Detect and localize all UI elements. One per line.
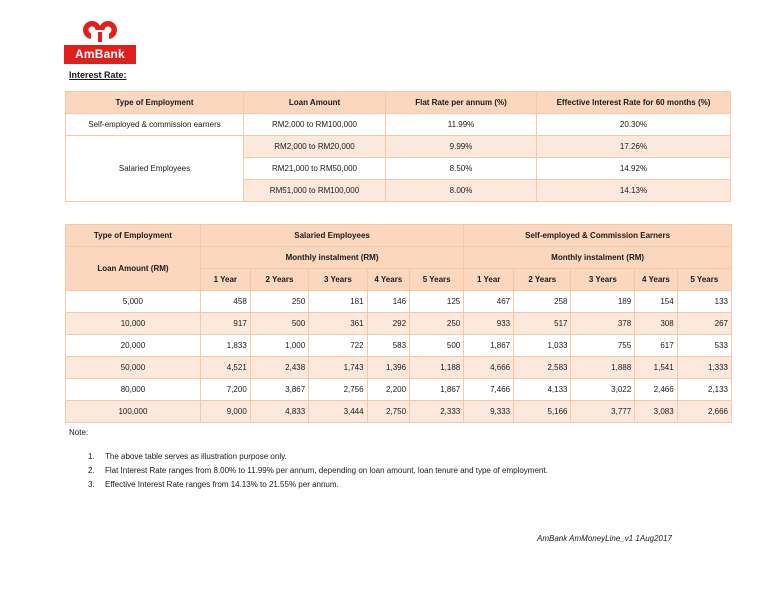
instalment-cell: 1,541: [635, 357, 677, 379]
table-header-row: [66, 92, 731, 114]
instalment-cell: 2,200: [367, 379, 409, 401]
flat-rate-cell: 8.00%: [386, 180, 537, 202]
note-text: The above table serves as illustration purpose only.: [105, 452, 287, 461]
loan-amount-cell: 100,000: [66, 401, 201, 423]
instalment-cell: 2,583: [514, 357, 571, 379]
note-text: Flat Interest Rate ranges from 8.00% to 11.99% per annum, depending on loan amount, loan tenure and type of employment.: [105, 466, 548, 475]
instalment-cell: 2,756: [309, 379, 367, 401]
table-row: [66, 379, 732, 401]
instalment-cell: 267: [677, 313, 731, 335]
flat-rate-cell: 11.99%: [386, 114, 537, 136]
header-monthly-instalment-self: Monthly instalment (RM): [464, 247, 732, 269]
header-loan-amount: Loan Amount: [244, 92, 386, 114]
table-row: [66, 357, 732, 379]
ambank-logo: [64, 18, 136, 64]
instalment-cell: 458: [200, 291, 250, 313]
monthly-instalment-table: [65, 224, 732, 423]
instalment-cell: 617: [635, 335, 677, 357]
ambank-logo-mark-icon: [82, 18, 118, 42]
header-flat-rate: Flat Rate per annum (%): [386, 92, 537, 114]
year-header: 2 Years: [250, 269, 308, 291]
note-label: Note:: [69, 428, 89, 437]
note-item: [88, 478, 548, 492]
note-item: [88, 464, 548, 478]
instalment-cell: 3,777: [571, 401, 635, 423]
table-row: [66, 291, 732, 313]
table-row: [66, 401, 732, 423]
table-header-row: [66, 225, 732, 247]
loan-amount-cell: 80,000: [66, 379, 201, 401]
instalment-cell: 308: [635, 313, 677, 335]
instalment-cell: 3,083: [635, 401, 677, 423]
instalment-cell: 146: [367, 291, 409, 313]
instalment-cell: 378: [571, 313, 635, 335]
instalment-cell: 917: [200, 313, 250, 335]
instalment-cell: 2,133: [677, 379, 731, 401]
year-header: 4 Years: [635, 269, 677, 291]
instalment-cell: 7,466: [464, 379, 514, 401]
loan-amount-cell: RM2,000 to RM100,000: [244, 114, 386, 136]
header-type-of-employment: Type of Employment: [66, 92, 244, 114]
header-salaried-employees: Salaried Employees: [200, 225, 463, 247]
instalment-cell: 2,750: [367, 401, 409, 423]
loan-amount-cell: 20,000: [66, 335, 201, 357]
instalment-cell: 467: [464, 291, 514, 313]
note-text: Effective Interest Rate ranges from 14.13% to 21.55% per annum.: [105, 480, 339, 489]
note-number: 3.: [88, 480, 95, 489]
year-header: 5 Years: [677, 269, 731, 291]
instalment-cell: 4,521: [200, 357, 250, 379]
year-header: 5 Years: [410, 269, 464, 291]
year-header: 1 Year: [464, 269, 514, 291]
instalment-cell: 517: [514, 313, 571, 335]
employment-type-cell: Salaried Employees: [66, 136, 244, 202]
note-number: 2.: [88, 466, 95, 475]
instalment-cell: 2,438: [250, 357, 308, 379]
year-header: 3 Years: [309, 269, 367, 291]
section-title: Interest Rate:: [69, 70, 127, 80]
instalment-cell: 1,333: [677, 357, 731, 379]
effective-rate-cell: 20.30%: [537, 114, 731, 136]
instalment-cell: 189: [571, 291, 635, 313]
instalment-cell: 258: [514, 291, 571, 313]
effective-rate-cell: 14.92%: [537, 158, 731, 180]
instalment-cell: 7,200: [200, 379, 250, 401]
instalment-cell: 583: [367, 335, 409, 357]
flat-rate-cell: 9.99%: [386, 136, 537, 158]
instalment-cell: 2,333: [410, 401, 464, 423]
interest-rate-table: [65, 91, 731, 202]
instalment-cell: 755: [571, 335, 635, 357]
header-monthly-instalment-salaried: Monthly instalment (RM): [200, 247, 463, 269]
instalment-cell: 361: [309, 313, 367, 335]
instalment-table-body: [66, 291, 732, 423]
instalment-cell: 250: [410, 313, 464, 335]
instalment-cell: 125: [410, 291, 464, 313]
instalment-cell: 1,888: [571, 357, 635, 379]
table-row: [66, 335, 732, 357]
loan-amount-cell: 10,000: [66, 313, 201, 335]
employment-type-cell: Self-employed & commission earners: [66, 114, 244, 136]
year-header: 2 Years: [514, 269, 571, 291]
instalment-cell: 500: [410, 335, 464, 357]
instalment-cell: 1,188: [410, 357, 464, 379]
note-number: 1.: [88, 452, 95, 461]
instalment-cell: 133: [677, 291, 731, 313]
flat-rate-cell: 8.50%: [386, 158, 537, 180]
effective-rate-cell: 17.26%: [537, 136, 731, 158]
instalment-cell: 1,396: [367, 357, 409, 379]
instalment-cell: 3,022: [571, 379, 635, 401]
header-type-of-employment: Type of Employment: [66, 225, 201, 247]
table-row: [66, 136, 731, 158]
instalment-cell: 533: [677, 335, 731, 357]
table-row: [66, 114, 731, 136]
instalment-cell: 154: [635, 291, 677, 313]
instalment-cell: 9,000: [200, 401, 250, 423]
instalment-cell: 1,867: [410, 379, 464, 401]
note-item: [88, 450, 548, 464]
header-loan-amount: Loan Amount (RM): [66, 247, 201, 291]
loan-amount-cell: RM2,000 to RM20,000: [244, 136, 386, 158]
instalment-cell: 2,466: [635, 379, 677, 401]
loan-amount-cell: 50,000: [66, 357, 201, 379]
year-header: 1 Year: [200, 269, 250, 291]
notes-list: [88, 450, 548, 492]
loan-amount-cell: 5,000: [66, 291, 201, 313]
instalment-cell: 1,033: [514, 335, 571, 357]
instalment-cell: 1,867: [464, 335, 514, 357]
table-header-row: [66, 247, 732, 269]
effective-rate-cell: 14.13%: [537, 180, 731, 202]
instalment-cell: 2,666: [677, 401, 731, 423]
year-header: 4 Years: [367, 269, 409, 291]
instalment-cell: 3,867: [250, 379, 308, 401]
instalment-cell: 1,743: [309, 357, 367, 379]
year-header: 3 Years: [571, 269, 635, 291]
instalment-cell: 181: [309, 291, 367, 313]
instalment-cell: 5,166: [514, 401, 571, 423]
instalment-cell: 933: [464, 313, 514, 335]
instalment-cell: 1,000: [250, 335, 308, 357]
table-row: [66, 313, 732, 335]
instalment-cell: 4,133: [514, 379, 571, 401]
instalment-cell: 9,333: [464, 401, 514, 423]
header-self-employed: Self-employed & Commission Earners: [464, 225, 732, 247]
loan-amount-cell: RM21,000 to RM50,000: [244, 158, 386, 180]
instalment-cell: 250: [250, 291, 308, 313]
instalment-cell: 4,666: [464, 357, 514, 379]
instalment-cell: 1,833: [200, 335, 250, 357]
loan-amount-cell: RM51,000 to RM100,000: [244, 180, 386, 202]
instalment-cell: 722: [309, 335, 367, 357]
header-effective-rate: Effective Interest Rate for 60 months (%): [537, 92, 731, 114]
instalment-cell: 500: [250, 313, 308, 335]
document-footer: AmBank AmMoneyLine_v1 1Aug2017: [537, 534, 672, 543]
instalment-cell: 4,833: [250, 401, 308, 423]
instalment-cell: 292: [367, 313, 409, 335]
ambank-logo-wordmark: AmBank: [64, 45, 136, 64]
instalment-cell: 3,444: [309, 401, 367, 423]
